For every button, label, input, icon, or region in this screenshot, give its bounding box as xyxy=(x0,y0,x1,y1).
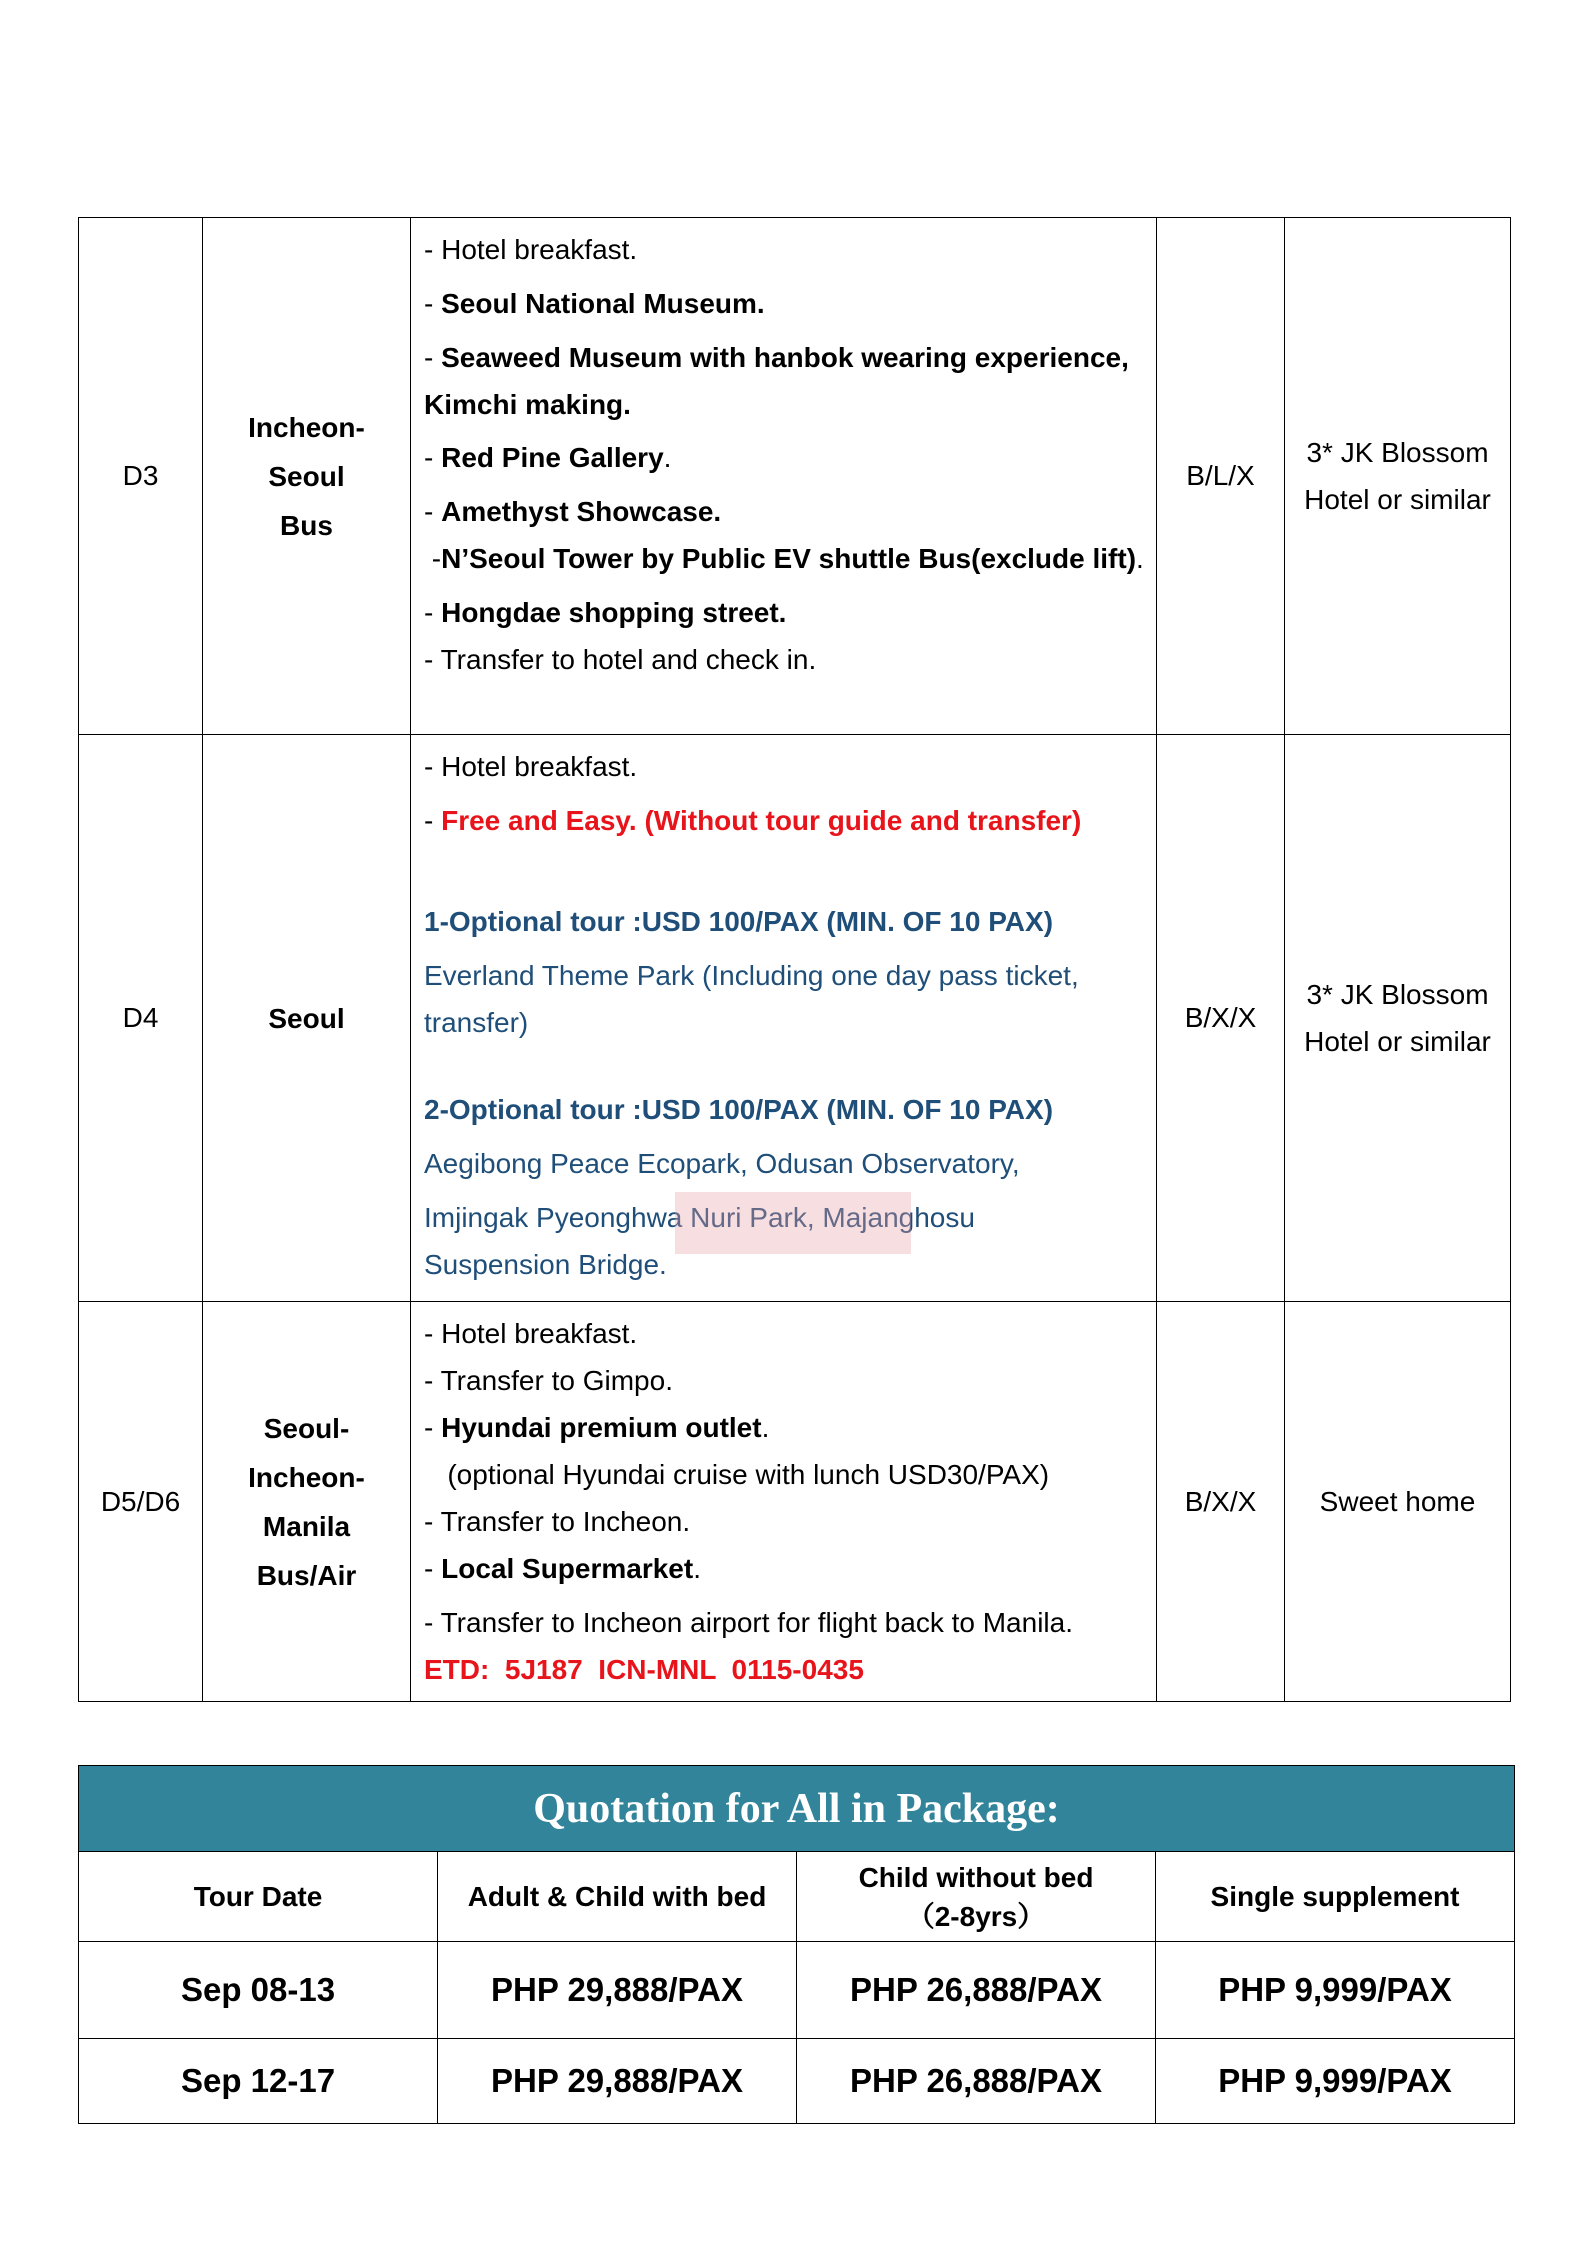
program-line: - Transfer to Gimpo. xyxy=(424,1365,673,1396)
price-child: PHP 26,888/PAX xyxy=(797,1942,1156,2039)
program-line: - Free and Easy. (Without tour guide and transfer) xyxy=(424,805,1082,836)
route-line: Bus xyxy=(280,509,333,541)
route-cell xyxy=(203,218,411,735)
price-single: PHP 9,999/PAX xyxy=(1156,1942,1515,2039)
route-cell xyxy=(203,735,411,1302)
hotel-line: Hotel or similar xyxy=(1304,1026,1491,1057)
program-cell xyxy=(411,218,1157,735)
hotel-line: 3* JK Blossom xyxy=(1306,437,1489,468)
spacer xyxy=(424,844,1146,898)
quotation-row xyxy=(79,1942,1515,2039)
program-line: -N’Seoul Tower by Public EV shuttle Bus(exclude lift). xyxy=(424,543,1144,574)
spacer xyxy=(424,1046,1146,1086)
col-sublabel: （2-8yrs） xyxy=(906,1900,1046,1932)
itinerary-row-d3 xyxy=(79,218,1511,735)
col-label: Child without bed xyxy=(858,1861,1094,1893)
optional-tour-title: 1-Optional tour :USD 100/PAX (MIN. OF 10 PAX) xyxy=(424,906,1054,937)
program-line: - Local Supermarket. xyxy=(424,1553,701,1584)
hotel-cell xyxy=(1285,218,1511,735)
quotation-title: Quotation for All in Package: xyxy=(79,1766,1515,1852)
program-line: - Transfer to Incheon. xyxy=(424,1506,691,1537)
hotel-line: 3* JK Blossom xyxy=(1306,979,1489,1010)
hotel-line: Hotel or similar xyxy=(1304,484,1491,515)
program-line: - Transfer to Incheon airport for flight back to Manila. xyxy=(424,1607,1073,1638)
program-line: - Hotel breakfast. xyxy=(424,234,638,265)
col-child-no-bed xyxy=(797,1852,1156,1942)
meal-cell: B/X/X xyxy=(1157,1302,1285,1702)
route-line: Incheon- xyxy=(248,411,365,443)
day-cell: D4 xyxy=(79,735,203,1302)
route-line: Seoul xyxy=(268,1002,345,1034)
program-line: - Transfer to hotel and check in. xyxy=(424,644,817,675)
day-cell: D3 xyxy=(79,218,203,735)
watermark xyxy=(675,1192,911,1254)
route-line: Seoul- xyxy=(263,1412,350,1444)
optional-tour-desc: Suspension Bridge. xyxy=(424,1249,667,1280)
route-line: Incheon- xyxy=(248,1461,365,1493)
program-line: - Red Pine Gallery. xyxy=(424,442,672,473)
program-line: (optional Hyundai cruise with lunch USD30/PAX) xyxy=(447,1459,1050,1490)
meal-cell: B/X/X xyxy=(1157,735,1285,1302)
optional-tour-desc: Imjingak Pyeonghwa Nuri Park, Majanghosu xyxy=(424,1202,975,1233)
itinerary-row-d5-d6 xyxy=(79,1302,1511,1702)
route-line: Seoul xyxy=(268,460,345,492)
col-label: Adult & Child with bed xyxy=(467,1881,767,1912)
optional-tour-desc: Everland Theme Park (Including one day pass ticket, transfer) xyxy=(424,960,1079,1038)
price-adult: PHP 29,888/PAX xyxy=(438,1942,797,2039)
price-child: PHP 26,888/PAX xyxy=(797,2039,1156,2124)
route-line: Manila xyxy=(262,1510,351,1542)
quotation-table xyxy=(78,1765,1515,2124)
program-line: - Hongdae shopping street. xyxy=(424,597,787,628)
program-line: - Seaweed Museum with hanbok wearing experience, Kimchi making. xyxy=(424,342,1129,420)
route-line: Bus/Air xyxy=(256,1559,357,1591)
col-single-supplement: Single supplement xyxy=(1156,1852,1515,1942)
meal-cell: B/L/X xyxy=(1157,218,1285,735)
hotel-cell xyxy=(1285,1302,1511,1702)
col-tour-date: Tour Date xyxy=(79,1852,438,1942)
day-cell: D5/D6 xyxy=(79,1302,203,1702)
itinerary-table xyxy=(78,217,1511,1702)
program-line: - Seoul National Museum. xyxy=(424,288,765,319)
quotation-row xyxy=(79,2039,1515,2124)
program-line: - Hotel breakfast. xyxy=(424,1318,638,1349)
tour-date: Sep 12-17 xyxy=(79,2039,438,2124)
hotel-line: Sweet home xyxy=(1319,1486,1476,1517)
price-adult: PHP 29,888/PAX xyxy=(438,2039,797,2124)
optional-tour-desc: Aegibong Peace Ecopark, Odusan Observatory, xyxy=(424,1148,1020,1179)
program-line: - Amethyst Showcase. xyxy=(424,496,722,527)
program-line: - Hotel breakfast. xyxy=(424,751,638,782)
program-cell xyxy=(411,1302,1157,1702)
hotel-cell xyxy=(1285,735,1511,1302)
tour-date: Sep 08-13 xyxy=(79,1942,438,2039)
route-cell xyxy=(203,1302,411,1702)
price-single: PHP 9,999/PAX xyxy=(1156,2039,1515,2124)
col-adult-child-bed xyxy=(438,1852,797,1942)
program-line: - Hyundai premium outlet. xyxy=(424,1412,770,1443)
quotation-header-row xyxy=(79,1852,1515,1942)
flight-etd: ETD: 5J187 ICN-MNL 0115-0435 xyxy=(424,1654,864,1685)
optional-tour-title: 2-Optional tour :USD 100/PAX (MIN. OF 10 PAX) xyxy=(424,1094,1054,1125)
